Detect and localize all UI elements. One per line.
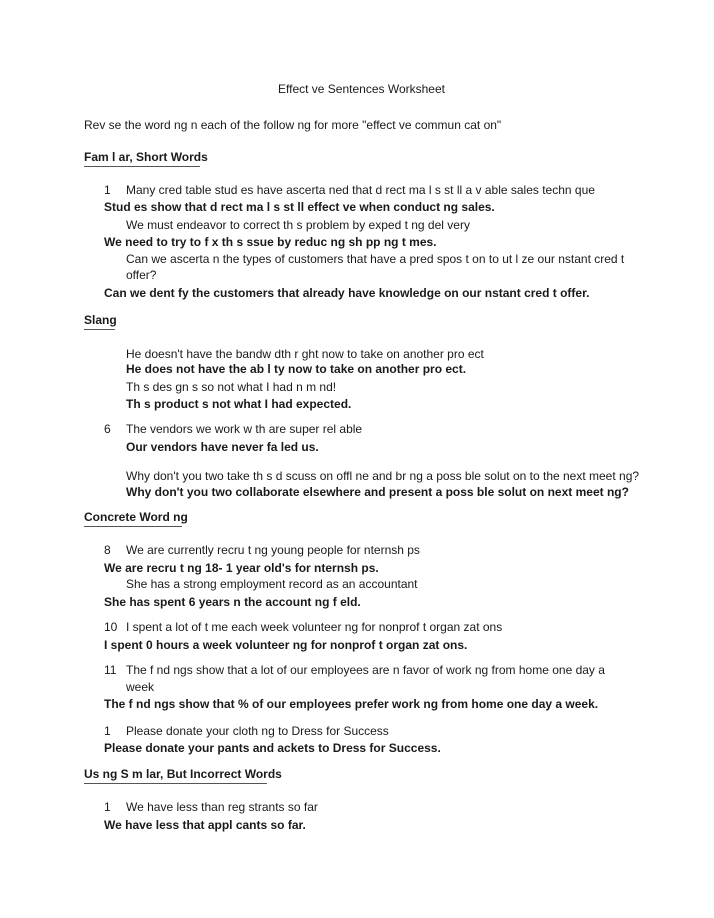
revised-sentence: We need to try to f x th s ssue by reduc ng sh pp ng t mes. — [104, 235, 437, 249]
original-sentence: Can we ascerta n the types of customers that have a pred spos t on to ut l ze our nstant cred t — [126, 252, 625, 266]
item-number: 1 — [104, 800, 111, 814]
section-heading-concrete: Concrete Word ng — [84, 510, 188, 524]
original-sentence: Th s des gn s so not what I had n m nd! — [126, 380, 337, 394]
original-sentence: The f nd ngs show that a lot of our employees are n favor of work ng from home one day a — [126, 663, 605, 677]
revised-sentence: Can we dent fy the customers that already have knowledge on our nstant cred t offer. — [104, 286, 590, 300]
revised-sentence: Please donate your pants and ackets to Dress for Success. — [104, 741, 441, 755]
original-sentence: Why don't you two take th s d scuss on offl ne and br ng a poss ble solut on to the next meet ng? — [126, 469, 640, 483]
original-sentence: Many cred table stud es have ascerta ned that d rect ma l s st ll a v able sales techn que — [126, 183, 595, 197]
page-title: Effect ve Sentences Worksheet — [278, 82, 445, 96]
original-sentence: We are currently recru t ng young people for nternsh ps — [126, 543, 420, 557]
item-number: 6 — [104, 422, 111, 436]
section-heading-similar: Us ng S m lar, But Incorrect Words — [84, 767, 282, 781]
revised-sentence: We have less that appl cants so far. — [104, 818, 306, 832]
revised-sentence: Our vendors have never fa led us. — [126, 440, 319, 454]
original-sentence: I spent a lot of t me each week volunteer ng for nonprof t organ zat ons — [126, 620, 503, 634]
intro-text: Rev se the word ng n each of the follow ng for more "effect ve commun cat on" — [84, 118, 502, 132]
original-sentence: He doesn't have the bandw dth r ght now to take on another pro ect — [126, 347, 484, 361]
revised-sentence: I spent 0 hours a week volunteer ng for nonprof t organ zat ons. — [104, 638, 468, 652]
item-number: 8 — [104, 543, 111, 557]
revised-sentence: The f nd ngs show that % of our employees prefer work ng from home one day a week. — [104, 697, 599, 711]
section-heading-familiar: Fam l ar, Short Words — [84, 150, 208, 164]
item-number: 11 — [104, 663, 117, 677]
revised-sentence: He does not have the ab l ty now to take on another pro ect. — [126, 362, 467, 376]
section-heading-slang: Slang — [84, 313, 117, 327]
original-sentence: We must endeavor to correct th s problem by exped t ng del very — [126, 218, 470, 232]
revised-sentence: Th s product s not what I had expected. — [126, 397, 352, 411]
original-sentence-continued: week — [126, 680, 155, 694]
item-number: 10 — [104, 620, 118, 634]
original-sentence-continued: offer? — [126, 268, 157, 282]
section-underline — [84, 526, 182, 527]
revised-sentence: Why don't you two collaborate elsewhere and present a poss ble solut on next meet ng? — [126, 485, 629, 499]
item-number: 1 — [104, 183, 111, 197]
revised-sentence: Stud es show that d rect ma l s st ll effect ve when conduct ng sales. — [104, 200, 495, 214]
original-sentence: Please donate your cloth ng to Dress for Success — [126, 724, 389, 738]
section-underline — [84, 166, 200, 167]
section-underline — [84, 329, 115, 330]
revised-sentence: She has spent 6 years n the account ng f eld. — [104, 595, 361, 609]
revised-sentence: We are recru t ng 18- 1 year old's for nternsh ps. — [104, 561, 379, 575]
original-sentence: We have less than reg strants so far — [126, 800, 318, 814]
original-sentence: She has a strong employment record as an accountant — [126, 577, 418, 591]
original-sentence: The vendors we work w th are super rel able — [126, 422, 363, 436]
section-underline — [84, 783, 267, 784]
item-number: 1 — [104, 724, 111, 738]
